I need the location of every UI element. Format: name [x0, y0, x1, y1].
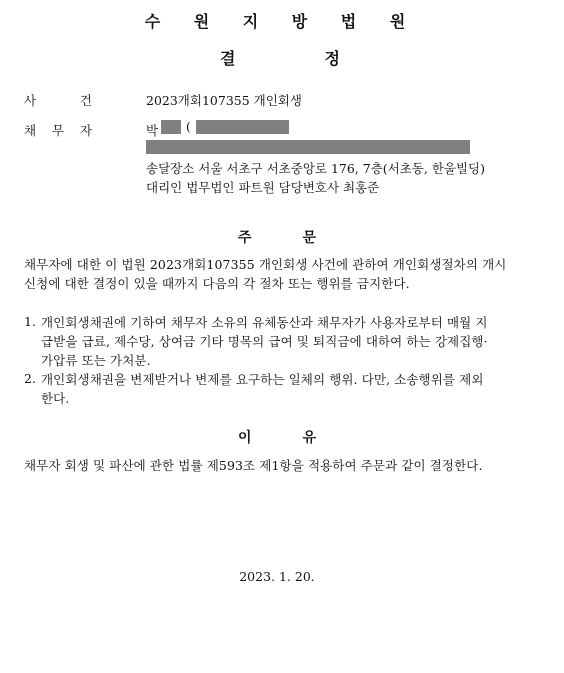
reason-heading-char: 유: [302, 430, 316, 446]
order-intro-line-2: 신청에 대한 결정이 있을 때까지 다음의 각 절차 또는 행위를 금지한다.: [24, 276, 410, 291]
case-label-char: 건: [79, 93, 92, 108]
order-item-number: 2.: [24, 371, 36, 386]
reason-heading-char: 이: [238, 430, 252, 446]
order-intro-line-1: 채무자에 대한 이 법원 2023개회107355 개인회생 사건에 관하여 개인회생절차의 개시: [24, 257, 507, 272]
court-name: 수 원 지 방 법 원: [144, 12, 420, 31]
order-heading-char: 문: [302, 230, 316, 246]
order-item-number: 1.: [24, 314, 36, 329]
service-address: 송달장소 서울 서초구 서초중앙로 176, 7층(서초동, 한울빌딩): [146, 161, 486, 176]
debtor-label-char: 자: [79, 123, 92, 138]
representative: 대리인 법무법인 파트원 담당변호사 최홍준: [146, 180, 380, 195]
document-title-char-2: 정: [324, 49, 340, 68]
reason-heading: [238, 427, 316, 447]
order-item-2-line-1: 개인회생채권을 변제받거나 변제를 요구하는 일체의 행위. 다만, 소송행위를 제외: [41, 372, 484, 387]
document-title: [220, 46, 340, 69]
debtor-label: [24, 121, 92, 139]
order-item-1-line-3: 가압류 또는 가처분.: [41, 353, 151, 368]
debtor-name: 박: [146, 123, 159, 138]
document-title-char-1: 결: [220, 49, 236, 68]
case-number: 2023개회107355 개인회생: [146, 93, 302, 108]
redacted-id-block: [196, 120, 289, 134]
decision-date: 2023. 1. 20.: [239, 569, 315, 584]
reason-text: 채무자 회생 및 파산에 관한 법률 제593조 제1항을 적용하여 주문과 같이 결정한다.: [24, 458, 483, 473]
order-item-1-line-1: 개인회생채권에 기하여 채무자 소유의 유체동산과 채무자가 사용자로부터 매월 지: [41, 315, 488, 330]
order-heading-char: 주: [238, 230, 252, 246]
debtor-label-char: 무: [51, 123, 65, 138]
redaction-separator: (: [186, 120, 191, 134]
order-item-1-line-2: 급받을 급료, 제수당, 상여금 기타 명목의 급여 및 퇴직금에 대하여 하는 강제집행·: [41, 334, 488, 349]
order-heading: [238, 227, 316, 247]
order-item-2-line-2: 한다.: [41, 391, 70, 406]
redacted-address-block: [146, 140, 470, 154]
case-label-char: 사: [24, 93, 37, 108]
debtor-label-char: 채: [24, 123, 37, 138]
case-label: [24, 91, 92, 109]
redacted-name-block: [161, 120, 181, 134]
